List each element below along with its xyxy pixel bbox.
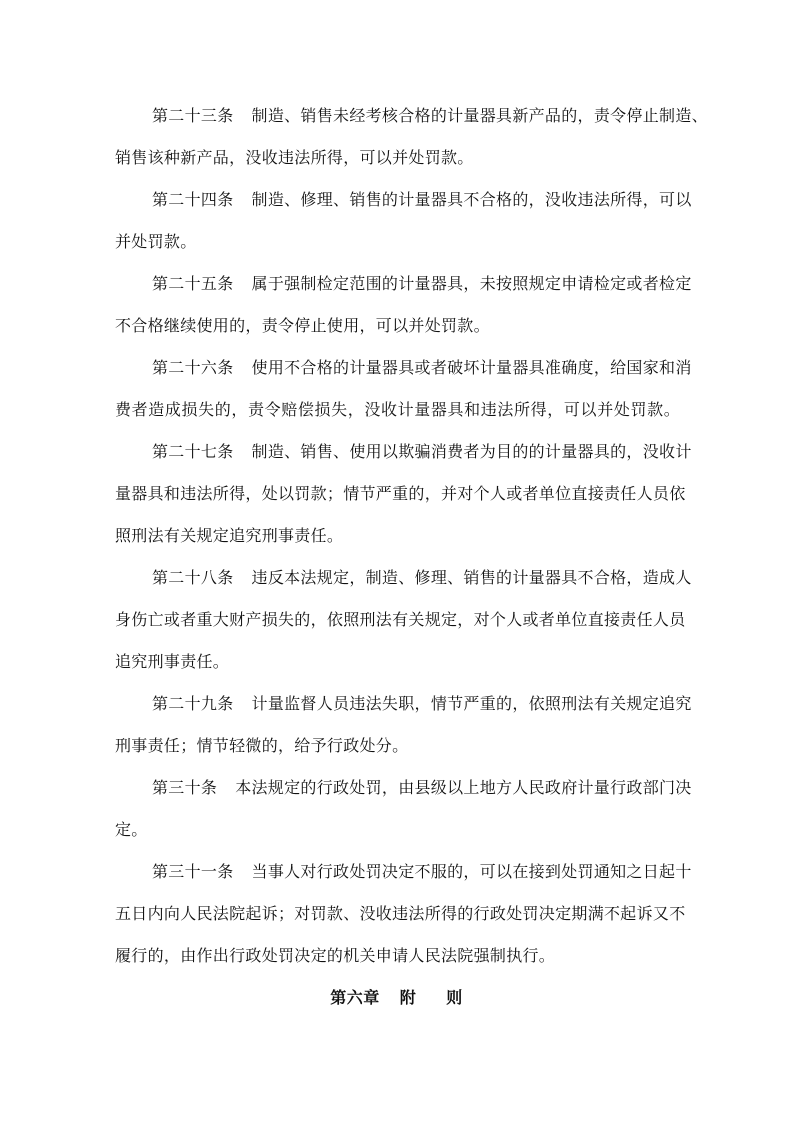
article-24-text-1: 制造、修理、销售的计量器具不合格的，没收违法所得，可以 <box>251 190 692 209</box>
article-30-number: 第三十条 <box>152 778 218 797</box>
article-27-line-3: 照刑法有关规定追究刑事责任。 <box>115 526 344 545</box>
article-25-text-1: 属于强制检定范围的计量器具，未按照规定申请检定或者检定 <box>251 274 692 293</box>
article-24-number: 第二十四条 <box>152 190 234 209</box>
article-31-line-1 <box>152 857 692 887</box>
article-27-line-1 <box>152 437 692 467</box>
article-26-line-2: 费者造成损失的，责令赔偿损失，没收计量器具和违法所得，可以并处罚款。 <box>115 400 680 419</box>
article-27-line-2: 量器具和违法所得，处以罚款；情节严重的，并对个人或者单位直接责任人员依 <box>115 484 686 503</box>
article-26-number: 第二十六条 <box>152 358 234 377</box>
article-30-line-2: 定。 <box>115 820 148 839</box>
article-26-text-1: 使用不合格的计量器具或者破坏计量器具准确度，给国家和消 <box>251 358 692 377</box>
chapter-number: 第六章 <box>330 988 380 1007</box>
article-23-number: 第二十三条 <box>152 106 234 125</box>
article-27-number: 第二十七条 <box>152 442 234 461</box>
article-28-line-3: 追究刑事责任。 <box>115 652 230 671</box>
chapter-title-part-2: 则 <box>446 988 463 1007</box>
article-26-line-1 <box>152 353 692 383</box>
article-23-line-1 <box>152 101 708 131</box>
article-27-text-1: 制造、销售、使用以欺骗消费者为目的的计量器具的，没收计 <box>251 442 692 461</box>
article-29-text-1: 计量监督人员违法失职，情节严重的，依照刑法有关规定追究 <box>251 694 692 713</box>
article-24-line-1 <box>152 185 692 215</box>
article-30-line-1 <box>152 773 692 803</box>
article-23-text-1: 制造、销售未经考核合格的计量器具新产品的，责令停止制造、 <box>251 106 708 125</box>
article-31-number: 第三十一条 <box>152 862 234 881</box>
article-24-line-2: 并处罚款。 <box>115 232 197 251</box>
article-28-line-2: 身伤亡或者重大财产损失的，依照刑法有关规定，对个人或者单位直接责任人员 <box>115 610 686 629</box>
article-25-number: 第二十五条 <box>152 274 234 293</box>
chapter-heading <box>0 983 793 1013</box>
article-25-line-1 <box>152 269 692 299</box>
article-25-line-2: 不合格继续使用的，责令停止使用，可以并处罚款。 <box>115 316 490 335</box>
article-29-line-2: 刑事责任；情节轻微的，给予行政处分。 <box>115 736 409 755</box>
article-28-text-1: 违反本法规定，制造、修理、销售的计量器具不合格，造成人 <box>251 568 692 587</box>
article-29-line-1 <box>152 689 692 719</box>
article-28-line-1 <box>152 563 692 593</box>
article-23-line-2: 销售该种新产品，没收违法所得，可以并处罚款。 <box>115 148 474 167</box>
article-31-line-3: 履行的，由作出行政处罚决定的机关申请人民法院强制执行。 <box>115 946 556 965</box>
article-31-text-1: 当事人对行政处罚决定不服的，可以在接到处罚通知之日起十 <box>251 862 692 881</box>
article-28-number: 第二十八条 <box>152 568 234 587</box>
article-29-number: 第二十九条 <box>152 694 234 713</box>
article-31-line-2: 五日内向人民法院起诉；对罚款、没收违法所得的行政处罚决定期满不起诉又不 <box>115 904 686 923</box>
article-30-text-1: 本法规定的行政处罚，由县级以上地方人民政府计量行政部门决 <box>235 778 692 797</box>
chapter-title-part-1: 附 <box>399 988 417 1007</box>
